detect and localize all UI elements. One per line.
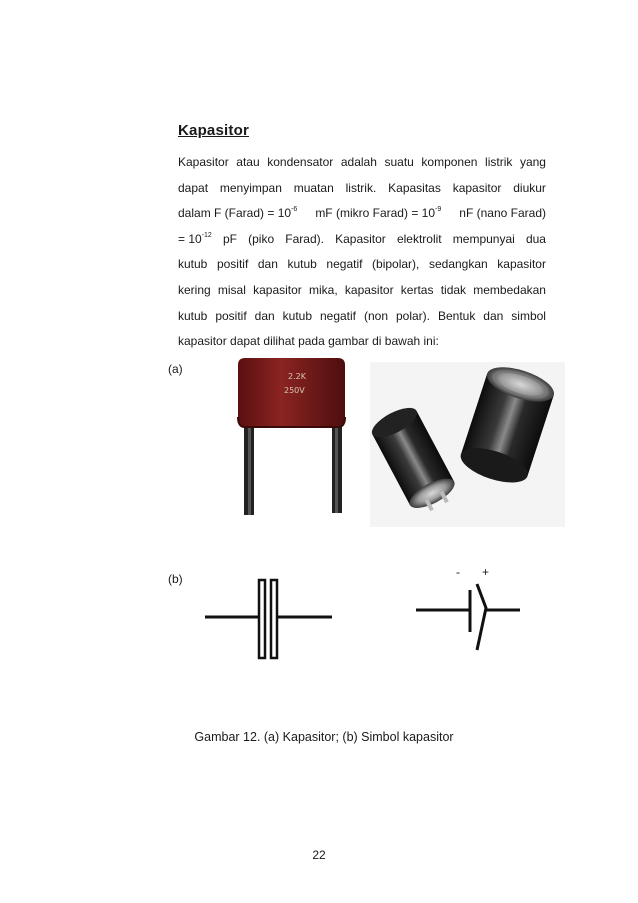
paragraph-line-2 bbox=[178, 176, 546, 202]
film-capacitor-image bbox=[230, 355, 350, 520]
section-heading: Kapasitor bbox=[178, 122, 249, 139]
word: kutub bbox=[287, 257, 317, 272]
word: Kapasitas bbox=[388, 180, 441, 195]
line3-part-a: dalam F (Farad) = $10^{-6}$ bbox=[178, 206, 298, 221]
word: negatif bbox=[326, 257, 363, 272]
film-marking-2: 250V bbox=[284, 386, 305, 395]
word: (bipolar), bbox=[372, 257, 420, 272]
word: atau bbox=[236, 155, 260, 169]
word: kapasitor bbox=[452, 180, 502, 195]
word: dan bbox=[254, 308, 275, 323]
word: kapasitor bbox=[253, 282, 302, 297]
film-marking-1: 2.2K bbox=[288, 372, 306, 381]
word: dapat bbox=[178, 180, 209, 195]
word: misal bbox=[217, 282, 246, 297]
word: mempunyai bbox=[452, 231, 515, 246]
word: (non bbox=[363, 308, 389, 323]
paragraph-line-4 bbox=[178, 227, 546, 253]
word: suatu bbox=[384, 155, 414, 169]
word: membedakan bbox=[473, 282, 546, 297]
polar-capacitor-symbol bbox=[410, 562, 525, 662]
paragraph-line-3 bbox=[178, 201, 546, 227]
word: adalah bbox=[340, 155, 377, 169]
word: tidak bbox=[440, 282, 467, 297]
word: dan bbox=[483, 308, 504, 323]
word: positif bbox=[216, 257, 249, 272]
nonpolar-capacitor-symbol bbox=[200, 572, 340, 664]
paragraph-line-5 bbox=[178, 252, 546, 278]
line3-part-c: nF (nano Farad) bbox=[459, 206, 546, 221]
word: listrik bbox=[485, 155, 513, 169]
word: komponen bbox=[421, 155, 478, 169]
word: kondensator bbox=[267, 155, 334, 169]
word: Kapasitor bbox=[335, 231, 386, 246]
line3-part-b: mF (mikro Farad) = $10^{-9}$ bbox=[315, 206, 442, 221]
word: Kapasitor bbox=[178, 155, 229, 169]
word: elektrolit bbox=[396, 231, 442, 246]
word: simbol bbox=[511, 308, 546, 323]
word: menyimpan bbox=[219, 180, 282, 195]
word: kutub bbox=[178, 308, 208, 323]
word: pF bbox=[222, 231, 237, 246]
paragraph-line-1 bbox=[178, 150, 546, 176]
figure-label-b: (b) bbox=[168, 572, 183, 586]
word: positif bbox=[215, 308, 247, 323]
figure-caption: Gambar 12. (a) Kapasitor; (b) Simbol kapasitor bbox=[194, 730, 454, 744]
word: kering bbox=[178, 282, 211, 297]
word: diukur bbox=[513, 180, 546, 195]
word: kertas bbox=[400, 282, 434, 297]
paragraph-line-6 bbox=[178, 278, 546, 304]
plus-sign: + bbox=[482, 565, 490, 579]
word: kapasitor bbox=[344, 282, 394, 297]
word: sedangkan bbox=[428, 257, 488, 272]
word: yang bbox=[519, 155, 546, 169]
figure-label-a: (a) bbox=[168, 362, 183, 376]
word: kapasitor bbox=[497, 257, 546, 272]
word: Bentuk bbox=[437, 308, 476, 323]
word: negatif bbox=[319, 308, 357, 323]
word: muatan bbox=[293, 180, 334, 195]
word: dan bbox=[257, 257, 278, 272]
word: Farad). bbox=[285, 231, 324, 246]
paragraph-line-8: kapasitor dapat dilihat pada gambar di bawah ini: bbox=[178, 334, 439, 349]
word: listrik. bbox=[345, 180, 377, 195]
minus-sign: - bbox=[456, 565, 460, 579]
word: dua bbox=[525, 231, 546, 246]
word: polar). bbox=[395, 308, 430, 323]
page-number: 22 bbox=[312, 848, 326, 862]
electrolytic-capacitors-image bbox=[370, 362, 565, 527]
line4-part-a: = $10^{-12}$ bbox=[178, 231, 212, 246]
word: (piko bbox=[248, 231, 275, 246]
paragraph-line-7 bbox=[178, 304, 546, 330]
word: kutub bbox=[178, 257, 208, 272]
word: mika, bbox=[309, 282, 338, 297]
body-paragraph bbox=[178, 150, 546, 355]
word: kutub bbox=[282, 308, 313, 323]
